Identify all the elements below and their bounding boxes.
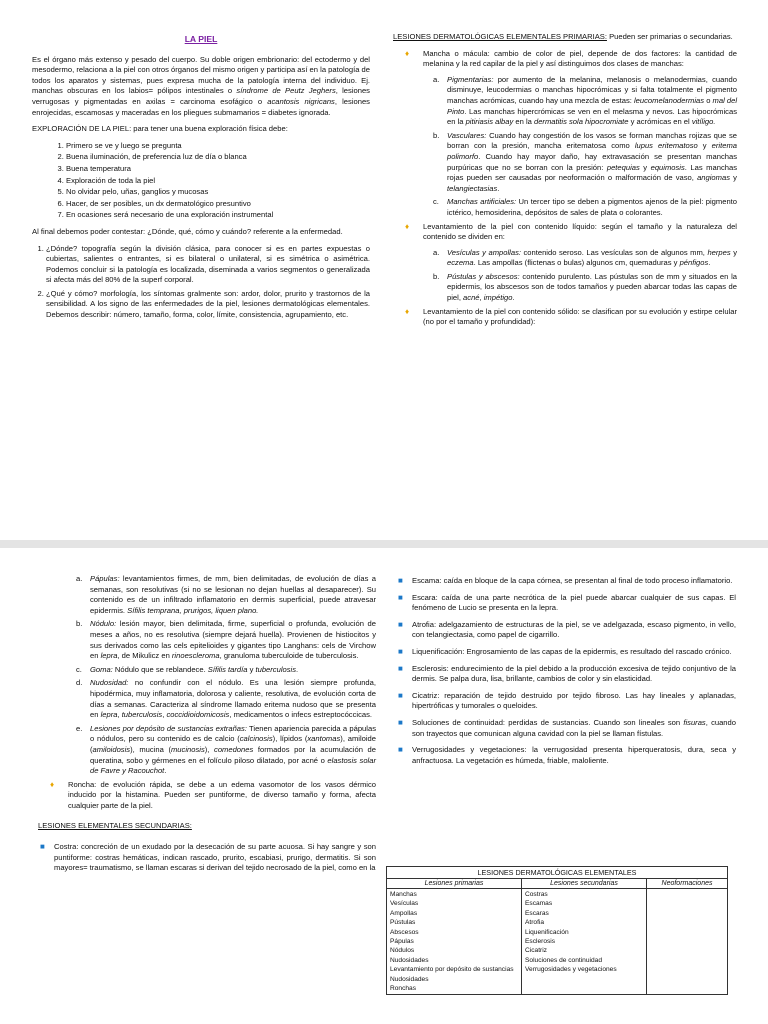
text-run: , lesiones verrugosas y pigmentadas en axilas = carcinoma esofágico o	[32, 86, 370, 106]
table-cell-item: Esclerosis	[525, 938, 556, 946]
diamond-bullet-icon: ♦	[50, 779, 55, 789]
artificiales-text	[447, 197, 737, 217]
text-run: contenido seroso. Las vesículas son de algunos mm,	[520, 247, 708, 257]
pustulas-text	[447, 272, 737, 302]
table-cell-item: Nódulos	[390, 947, 415, 955]
italic-term: tuberculosis	[121, 710, 163, 720]
primary-lesions-label: LESIONES DERMATOLÓGICAS ELEMENTALES PRIMARIAS:	[393, 32, 607, 41]
italic-term: eczema	[447, 258, 474, 268]
text-run: . Cuando hay mayor daño, hay extravasación se presentan manchas purpúricas que no se borran con la presión:	[447, 151, 737, 172]
italic-term: rinoescleroma	[171, 651, 220, 661]
table-cell-neoformaciones	[647, 889, 728, 995]
italic-term: eritema polimorfo	[447, 141, 737, 161]
exploration-step: 7. En ocasiones será necesario de una exploración instrumental	[66, 210, 370, 221]
page1-left-column	[32, 34, 370, 327]
table-cell-item: Escamas	[525, 900, 553, 908]
sub-item-pigmentarias: a. Pigmentarias: por aumento de la melanina, melanosis o melanodermias, cuando disminuye, leucodermias o manchas hipocrómicas y si falta totalmente el pigmento manchas acrómicas, cuando hay una mezcla de estas: leucomelanodermias o mal del Pinto. Las manchas hipercrómicas se ven en el melasma y nevos. Las hipocrómicas en la pitiriasis albay en la dermatitis sola hipocromiate y acrómicas en el vitíligo.	[433, 74, 738, 127]
page2-right-column	[396, 576, 736, 772]
secondary-lesion-item	[396, 718, 736, 739]
table-cell-item: Verrugosidades y vegetaciones	[525, 966, 617, 974]
square-bullet-icon: ■	[398, 717, 403, 727]
text-run: . Las ampollas (flictenas o bulas) algunos cm, quemaduras y	[473, 258, 680, 268]
text-run: contenido purulento. Las pústulas son de mm y situados en la epidermis, los abscesos son de todos tamaños y pueden abarcar todas las capas de piel,	[447, 271, 737, 303]
sub-item-goma: c. Goma: Nódulo que se reblandece. Sífilis tardía y tuberculosis.	[76, 664, 299, 674]
italic-term: acantosis nigricans	[267, 96, 335, 106]
bullet-roncha	[38, 780, 376, 812]
text-run: .	[512, 293, 515, 303]
text-run: levantamientos firmes, de mm, bien delimitadas, de evolución de días a semanas, son resolutivas (si no se lesionan no dejan huellas al desaparecer). Su contenido es de un infiltrado inflamatorio en dermis superficial, puede atravesar epidermis.	[90, 574, 376, 615]
italic-term: mal del Pinto	[447, 95, 738, 116]
italic-term: coccidioidomicosis	[166, 710, 230, 720]
table-caption: LESIONES DERMATOLÓGICAS ELEMENTALES	[387, 867, 728, 879]
lesions-summary-table	[386, 866, 728, 995]
secondary-lesion-item	[396, 745, 736, 766]
table-header-neoformaciones: Neoformaciones	[647, 879, 728, 889]
secondary-lesion-item	[396, 647, 736, 658]
text-run: . Las manchas rojas pueden ser causadas por neoformación o malformación de vaso,	[447, 162, 737, 183]
secondary-lesion-text: Verrugosidades y vegetaciones: la verrugosidad presenta hiperqueratosis, dura, seca y anfractuosa. La vegetación es húmeda, friable, maloliente.	[412, 745, 736, 765]
italic-term: comedones	[214, 744, 254, 754]
text-run: ), mucina (	[130, 744, 171, 754]
sub-item-deposito: e. Lesiones por depósito de sustancias extrañas: Tienen apariencia parecida a pápulas o nódulos, pero su contenido es de calcio (calcinosis), lípidos (xantomas), amiloide (amiloidosis), mucina (mucinosis), comedones formados por la acumulación de queratina, sobo y gérmenes en el folículo piloso dilatado, por acné o elastosis solar de Favre y Racouchot.	[76, 723, 376, 776]
table-cell-item: Costras	[525, 891, 548, 898]
italic-term: calcinosis	[239, 734, 273, 744]
exploration-step: 5. No olvidar pelo, uñas, ganglios y mucosas	[66, 187, 370, 198]
italic-term: dermatitis sola hipocromiate	[533, 117, 629, 127]
text-run: , granuloma tuberculoide de tuberculosis.	[219, 651, 359, 661]
text-run: .	[708, 258, 711, 268]
question-item: 1. ¿Dónde? topografía según la división clásica, para conocer si es en partes expuestas o cubiertas, salientes o entrantes, si es bilateral o unilateral, si es simétrica o asimétrica. Podemos concluir si la patología es localizada, diseminada a varios segmentos o generalizada si afecta más del 80% de la superf corporal.	[46, 244, 370, 286]
sub-item-artificiales: c. Manchas artificiales: Un tercer tipo se deben a pigmentos ajenos de la piel: pigmento ictérico, hemosiderina, depósitos de sales de plata o colorantes.	[433, 197, 737, 217]
text-run: Soluciones de continuidad: perdidas de sustancias. Cuando son lineales son	[412, 717, 684, 727]
table-header-primarias: Lesiones primarias	[387, 879, 522, 889]
italic-term: pitiriasis albay	[465, 117, 514, 127]
square-bullet-icon: ■	[398, 690, 403, 700]
italic-term: Nudosidad:	[90, 678, 129, 688]
intro-paragraph	[32, 55, 370, 119]
table-cell-item: Manchas	[390, 891, 417, 898]
sub-item-nudosidad: d. Nudosidad: no confundir con el nódulo. Es una lesión siempre profunda, hipodérmica, muy inflamatoria, dolorosa y caliente, resolutiva, de evolución corta de días a semanas. Caracteriza al síndrome llamado eritema nudoso que se presenta en lepra, tuberculosis, coccidioidomicosis, medicamentos o infecs estreptocóccicas.	[76, 678, 376, 720]
sub-item-vasculares: b. Vasculares: Cuando hay congestión de los vasos se forman manchas rojizas que se borran con la presión, mancha eritematosa como lupus eritematoso y eritema polimorfo. Cuando hay mayor daño, hay extravasación se presentan manchas purpúricas que no se borran con la presión: petequias y equimosis. Las manchas rojas pueden ser causadas por neoformación o malformación de vaso, angiomas y telangiectasias.	[433, 130, 737, 193]
diamond-bullet-icon: ♦	[405, 306, 410, 316]
diamond-bullet-icon: ♦	[405, 48, 410, 58]
text-run: por aumento de la melanina, melanosis o melanodermias, cuando disminuye, leucodermias o manchas hipocrómicas y si falta totalmente el pigmento manchas acrómicas, cuando hay una mezcla de estas:	[447, 74, 737, 105]
italic-term: acné	[463, 293, 480, 303]
text-run: y	[639, 162, 651, 172]
italic-term: Pápulas:	[90, 574, 120, 583]
text-run: y	[247, 664, 256, 674]
italic-term: fisuras	[683, 717, 706, 727]
text-run: , medicamentos o infecs estreptocóccicas.	[229, 710, 373, 720]
table-cell-secundarias	[522, 889, 647, 995]
sub-item-nodulo: b. Nódulo: lesión mayor, bien delimitada, firme, superficial o profunda, evolución de meses a años, no es resolutiva (siempre dejará huella). Provienen de histiocitos y sus derivados como las cels epitelioides y gigantes tipo Langhans: cels de Virchow en lepra, de Mikulicz en rinoescleroma, granuloma tuberculoide de tuberculosis.	[76, 619, 376, 661]
primary-lesions-heading-rest: Pueden ser primarias o secundarias.	[606, 32, 733, 41]
questions-list	[32, 244, 370, 321]
nudosidad-text	[90, 678, 376, 719]
text-run: formados por la acumulación de queratina, sobo y gérmenes en el folículo piloso dilatado, por acné o	[90, 744, 376, 765]
secondary-lesion-item	[396, 691, 736, 712]
text-run: .	[296, 664, 299, 674]
text-run: Tienen apariencia parecida a pápulas o nódulos, pero su contenido es de calcio (	[90, 723, 376, 744]
text-run: ), amiloide (	[90, 734, 376, 754]
text-run: y	[730, 247, 737, 257]
square-bullet-icon: ■	[398, 619, 403, 629]
text-run: .	[164, 766, 167, 776]
secondary-lesions-heading: LESIONES ELEMENTALES SECUNDARIAS:	[38, 821, 192, 831]
text-run: lesión mayor, bien delimitada, firme, superficial o profunda, evolución de meses a años, no es resolutiva (siempre dejará huella). Provienen de histiocitos y sus derivados como las cels epitelioides y gigantes tipo Langhans: cels de Virchow en	[90, 619, 376, 661]
final-question: Al final debemos poder contestar: ¿Dónde, qué, cómo y cuándo? referente a la enfermedad.	[32, 226, 343, 236]
table-cell-primarias	[387, 889, 522, 995]
bullet-mancha	[393, 49, 737, 70]
table-cell-item: Cicatriz	[525, 947, 547, 955]
italic-term: elastosis solar de Favre y Racouchot	[90, 755, 376, 776]
table-cell-item: Levantamiento por depósito de sustancias	[390, 966, 514, 974]
document-page-2	[0, 548, 768, 1024]
italic-term: impétigo	[483, 293, 513, 303]
text-run: ),	[204, 744, 215, 754]
text-run: en la	[513, 117, 534, 127]
table-cell-item: Nudosidades	[390, 975, 429, 983]
table-cell-item: Ampollas	[390, 909, 418, 917]
italic-term: Vesículas y ampollas:	[447, 247, 521, 257]
primary-lesions-heading	[393, 32, 737, 43]
italic-term: Pigmentarias:	[447, 74, 494, 84]
table-cell-item: Ronchas	[390, 985, 417, 993]
exploration-step: 3. Buena temperatura	[66, 164, 370, 175]
secondary-lesion-text: Escama: caída en bloque de la capa córnea, se presentan al final de todo proceso inflamatorio.	[412, 576, 733, 585]
vasculares-text	[447, 131, 737, 193]
text-run: no confundir con el nódulo. Es una lesión siempre profunda, hipodérmica, muy inflamatoria, dolorosa y caliente, resolutiva, de evolución corta de días a semanas. Caracteriza al síndrome llamado eritema nudoso que se presenta en	[90, 678, 376, 720]
costra-text: Costra: concreción de un exudado por la desecación de su parte acuosa. Si hay sangre y son puntiforme: costras hemáticas, indican rascado, prurito, escabiasi, prurigo, dermatitis. Si son mayores= traumatismo, se llaman escaras si derivan del tejido necrosado de la piel, como en la	[54, 842, 376, 873]
bullet-liquido	[393, 222, 737, 243]
square-bullet-icon: ■	[398, 576, 403, 585]
italic-term: Goma:	[90, 664, 113, 674]
square-bullet-icon: ■	[398, 745, 403, 755]
table-cell-item: Liquenificación	[525, 928, 569, 936]
page-title: LA PIEL	[184, 34, 218, 44]
bullet-costra	[38, 842, 376, 874]
liquido-sublist	[393, 248, 737, 304]
italic-term: lepra	[100, 651, 118, 661]
question-item: 2. ¿Qué y cómo? morfología, los síntomas gralmente son: ardor, dolor, prurito y trastornos de la sensibilidad. A los signo de las enfermedades de la piel, lesiones dermatológicas elementales. Debemos describir: número, tamaño, forma, color, límite, consistencia, agrupamiento, etc.	[46, 289, 370, 321]
table-cell-item: Nudosidades	[390, 956, 429, 964]
italic-term: herpes	[707, 247, 731, 257]
diamond-bullet-icon: ♦	[405, 221, 410, 231]
secondary-lesion-text: Liquenificación: Engrosamiento de las capas de la epidermis, es resultado del rascado crónico.	[412, 646, 732, 656]
italic-term: Lesiones por depósito de sustancias extrañas:	[90, 723, 247, 733]
bullet-solido	[393, 307, 737, 328]
sub-item-vesiculas: a. Vesículas y ampollas: contenido seroso. Las vesículas son de algunos mm, herpes y eczema. Las ampollas (flictenas o bulas) algunos cm, quemaduras y pénfigos.	[433, 247, 737, 268]
text-run: ), lípidos (	[272, 734, 308, 744]
text-run: Un tercer tipo se deben a pigmentos ajenos de la piel: pigmento ictérico, hemosiderina, depósitos de sales de plata o colorantes.	[447, 197, 737, 217]
italic-term: síndrome de Peutz Jeghers	[236, 86, 336, 96]
italic-term: Pústulas y abscesos:	[447, 271, 520, 281]
italic-term: pénfigos	[679, 258, 709, 268]
nodulo-text	[90, 619, 376, 660]
solido-text: Levantamiento de la piel con contenido sólido: se clasifican por su evolución y estirpe celular (no por el tamaño y profundidad):	[423, 306, 737, 327]
pigmentarias-text	[447, 75, 737, 126]
exploration-steps-list	[32, 141, 370, 221]
secondary-lesion-text: Atrofia: adelgazamiento de estructuras de la piel, se ve adelgazada, escaso pigmento, in vello, con telangiectasia, como papel de cigarrillo.	[412, 619, 736, 640]
table-header-secundarias: Lesiones secundarias	[522, 879, 647, 889]
italic-term: lepra	[100, 710, 118, 720]
text-run: o	[704, 95, 713, 105]
italic-term: Manchas artificiales:	[447, 197, 517, 207]
italic-term: petequias	[606, 162, 640, 172]
text-run: . Las manchas hipercrómicas se ven en el melasma y nevos. Las hipocrómicas en la	[447, 106, 737, 127]
table-cell-item: Soluciones de continuidad	[525, 956, 602, 964]
italic-term: leucomelanodermias	[634, 95, 705, 105]
exploration-intro: EXPLORACIÓN DE LA PIEL: para tener una buena exploración física debe:	[32, 124, 288, 134]
square-bullet-icon: ■	[398, 592, 403, 602]
italic-term: xantomas	[307, 734, 341, 744]
italic-term: Sífilis tardía	[207, 664, 248, 674]
solid-lesions-sublist	[38, 574, 376, 777]
italic-term: Vasculares:	[447, 130, 487, 140]
table-cell-item: Abscesos	[390, 928, 419, 936]
deposito-text	[90, 724, 376, 775]
italic-term: angiomas	[697, 173, 730, 183]
text-run: , lesiones enrojecidas, escamosas y maceradas en los pliegues submamarios = diabetes ignorada.	[32, 96, 370, 117]
secondary-lesion-text: Esclerosis: endurecimiento de la piel debido a la producción excesiva de tejido conjuntivo de la dermis. Se palpa dura, lisa, brillante, cambios de color y sin elasticidad.	[412, 663, 736, 684]
secondary-lesion-item	[396, 664, 736, 685]
mancha-sublist	[393, 75, 737, 219]
exploration-step: 1. Primero se ve y luego se pregunta	[66, 141, 370, 152]
page-separator	[0, 540, 768, 548]
exploration-step: 4. Exploración de toda la piel	[66, 176, 370, 187]
sub-item-pustulas: b. Pústulas y abscesos: contenido purulento. Las pústulas son de mm y situados en la epidermis, los abscesos son de todos tamaños y pueden abarcar todas las capas de piel, acné, impétigo.	[433, 271, 737, 303]
italic-term: amiloidosis	[92, 744, 131, 754]
secondary-lesion-item	[396, 620, 736, 641]
italic-term: Sífilis temprana, prurigos, liquen plano.	[127, 605, 259, 615]
secondary-lesion-item	[396, 593, 736, 614]
table-cell-item: Atrofia	[525, 919, 545, 927]
secondary-lesion-item	[396, 576, 736, 587]
exploration-step: 6. Hacer, de ser posibles, un dx dermatológico presuntivo	[66, 199, 370, 210]
sub-item-papulas: a. Pápulas: levantamientos firmes, de mm, bien delimitadas, de evolución de días a semanas, son resolutivas (si no se lesionan no dejan huellas al desaparecer). Su contenido es de un infiltrado inflamatorio en dermis superficial, puede atravesar epidermis. Sífilis temprana, prurigos, liquen plano.	[76, 574, 376, 615]
text-run: ,	[117, 710, 122, 720]
page2-left-column	[38, 574, 376, 880]
text-run: y	[697, 141, 712, 151]
roncha-text: Roncha: de evolución rápida, se debe a un edema vasomotor de los vasos dérmico inducido por la histamina. Pueden ser puntiforme, de diverso tamaño y forma, afecta cualquier parte de la piel.	[68, 779, 376, 810]
table-cell-item: Pápulas	[390, 938, 414, 946]
text-run: , cuando son trayectos que comunican alguna cavidad con la piel se llaman fístulas.	[412, 717, 736, 738]
text-run: y acrómicas en el	[628, 117, 692, 127]
text-run: Es el órgano más extenso y pesado del cuerpo. Su doble origen embrionario: del ectodermo y del mesodermo, relaciona a la piel con otros órganos del mismo origen y participa así en la patología de todos los aparatos y sistemas, pues expresa mucha de la patología interna del individuo. Ej. manchas obscuras en los labios= pólipos intestinales o	[32, 54, 370, 96]
text-run: , de Mikulicz en	[117, 651, 172, 661]
liquido-text: Levantamiento de la piel con contenido líquido: según el tamaño y la naturaleza del contenido se dividen en:	[423, 221, 737, 242]
square-bullet-icon: ■	[40, 842, 45, 852]
table-cell-item: Pústulas	[390, 919, 416, 927]
table-cell-item: Escaras	[525, 909, 549, 917]
secondary-lesions-list	[396, 576, 736, 766]
secondary-lesion-text	[412, 718, 736, 738]
text-run: Nódulo que se reblandece.	[112, 664, 208, 674]
italic-term: vitíligo.	[691, 117, 716, 127]
exploration-step: 2. Buena iluminación, de preferencia luz de día o blanca	[66, 152, 370, 163]
page1-right-column	[393, 32, 737, 333]
goma-text	[90, 665, 298, 674]
text-run: y	[730, 173, 737, 183]
square-bullet-icon: ■	[398, 646, 403, 656]
square-bullet-icon: ■	[398, 663, 403, 673]
italic-term: mucinosis	[170, 744, 205, 754]
text-run: Cuando hay congestión de los vasos se forman manchas rojizas que se borran con la presión, mancha eritematosa como	[447, 130, 737, 151]
secondary-lesion-text: Cicatriz: reparación de tejido destruido por tejido fibroso. Las hay lineales y aplanadas, hipertróficas y tumorales o queloides.	[412, 690, 736, 711]
secondary-lesion-text: Escara: caída de una parte necrótica de la piel puede abarcar cualquier de sus capas. El fenómeno de Lucio se presenta en la lepra.	[412, 592, 736, 613]
italic-term: equimosis	[650, 162, 685, 172]
italic-term: lupus eritematoso	[634, 141, 698, 151]
papulas-text	[90, 574, 376, 615]
mancha-text: Mancha o mácula: cambio de color de piel, depende de dos factores: la cantidad de melanina y la red capilar de la piel y así distinguimos dos clases de manchas:	[423, 48, 737, 69]
italic-term: telangiectasias	[447, 183, 498, 193]
text-run: ,	[479, 293, 484, 303]
table-cell-item: Vesículas	[390, 900, 419, 908]
italic-term: Nódulo:	[90, 619, 117, 629]
vesiculas-text	[447, 248, 737, 268]
text-run: ,	[162, 710, 167, 720]
italic-term: tuberculosis	[255, 664, 297, 674]
text-run: .	[497, 183, 500, 193]
